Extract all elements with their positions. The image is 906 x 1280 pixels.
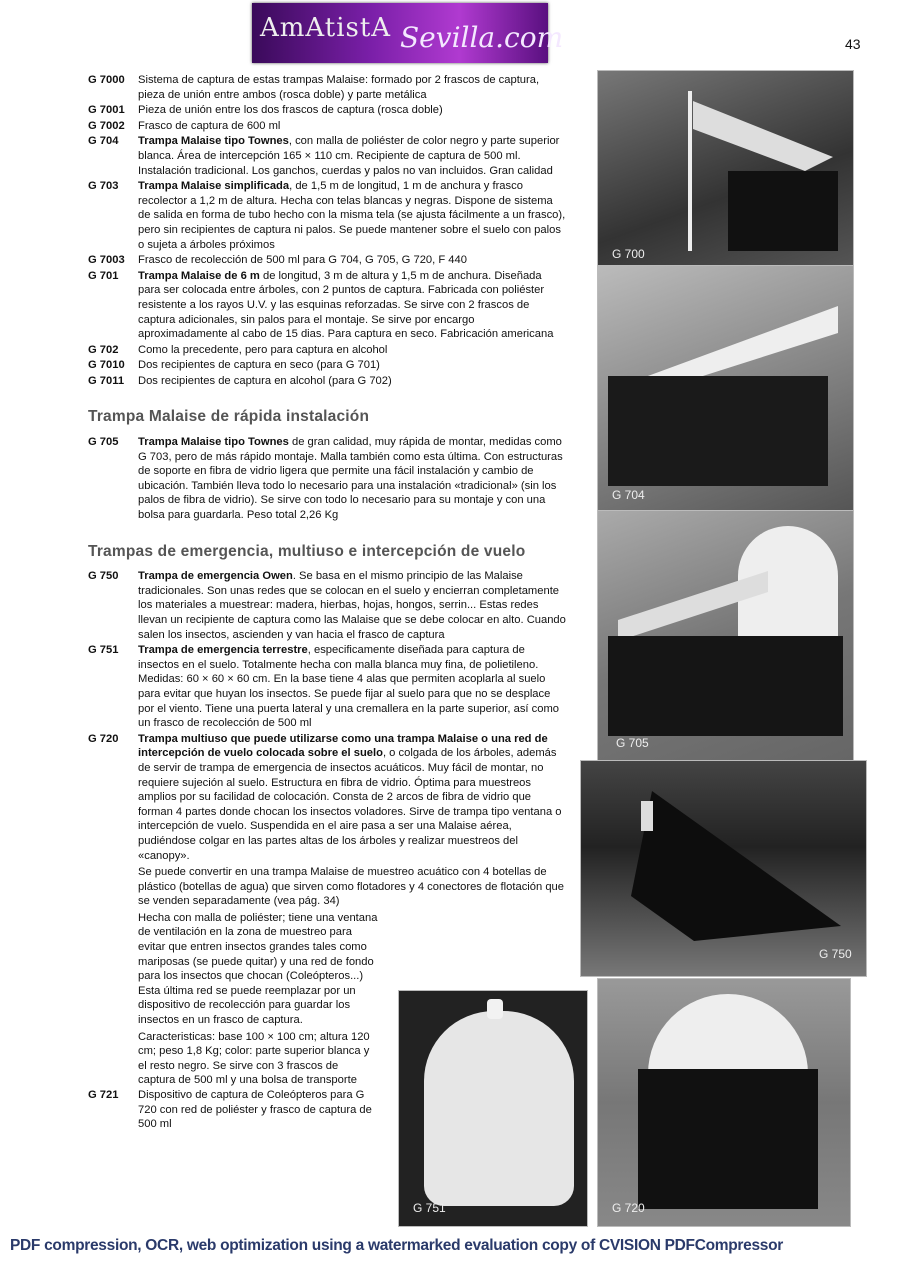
product-item [88, 374, 566, 389]
section-heading-rapid: Trampa Malaise de rápida instalación [88, 408, 370, 426]
product-details: , con malla de poliéster de color negro y parte superior blanca. Área de intercepción 165 × 110 cm. Recipiente de captura de 500 ml. Instalación tradicional. Los ganchos, cuerdas y palos no van incluidos. Gran calidad [138, 135, 560, 177]
g720-paragraph: Caracteristicas: base 100 × 100 cm; altura 120 cm; peso 1,8 Kg; color: parte superior blanca y el resto negro. Se sirve con 3 frascos de captura de 500 ml y una bolsa de transporte [138, 1030, 370, 1087]
watermark-text: PDF compression, OCR, web optimization using a watermarked evaluation copy of CVISION PDFCompressor [10, 1237, 784, 1254]
product-item [88, 269, 566, 342]
product-item [88, 732, 566, 863]
product-item [88, 134, 566, 178]
product-item [88, 73, 566, 102]
product-details: , o colgada de los árboles, además de servir de trampa de emergencia de insectos acuáticos. Muy fácil de montar, no requiere sujeción al suelo. Estructura en fibra de vidrio. Óptima para muestreos amplios por su facilidad de colocación. Consta de 2 arcos de fibra de vidrio que forman 4 partes donde chocan los insectos voladores. Sirve de trampa tipo ventana o intercepción de vuelo. Suspendida en el aire pasa a ser una Malaise aérea, pudiéndose colgar en las partes altas de los árboles y realizar muestreos del «canopy». [138, 747, 562, 862]
product-description [138, 569, 566, 642]
page-number: 43 [845, 36, 861, 52]
product-details: Como la precedente, pero para captura en alcohol [138, 343, 388, 356]
product-code: G 7002 [88, 119, 125, 132]
photo-caption: G 704 [612, 488, 645, 502]
product-details: Dos recipientes de captura en alcohol (para G 702) [138, 374, 392, 387]
product-item [88, 343, 566, 358]
product-code: G 704 [88, 135, 119, 148]
photo-g750 [580, 760, 867, 977]
product-item [88, 103, 566, 118]
photo-g705 [597, 510, 854, 762]
product-description [138, 343, 566, 358]
product-item [88, 253, 566, 268]
photo-g704 [597, 265, 854, 512]
product-details: . Se basa en el mismo principio de las Malaise tradicionales. Son unas redes que se colocan en el suelo y encierran completamente los materiales a muestrear: madera, hierbas, hojas, hongos, serrin... Estas redes llevan un recipiente de captura como las Malaise que se debe colocar en alto. Cuando salen los insectos, ascienden y van hacia el frasco de captura [138, 570, 566, 641]
product-code: G 702 [88, 343, 119, 356]
product-code: G 750 [88, 570, 119, 583]
product-name: Trampa Malaise de 6 m [138, 269, 260, 282]
product-description [138, 73, 566, 102]
product-details: de longitud, 3 m de altura y 1,5 m de anchura. Diseñada para ser colocada entre árboles, con 2 puntos de captura. Fabricada con poliéster resistente a los rayos U.V. y las esquinas reforzadas. Se sirve con 2 frascos de captura adicionales, sin palos para el montaje. Se sirve por encargo aproximadamente al cabo de 15 dias. Para captura en seco. Fabricación americana [138, 269, 554, 341]
product-item [88, 435, 566, 523]
product-code: G 7011 [88, 374, 125, 387]
product-item [88, 119, 566, 134]
product-code: G 721 [88, 1089, 119, 1101]
photo-g700 [597, 70, 854, 267]
g720-paragraph: Se puede convertir en una trampa Malaise de muestreo acuático con 4 botellas de plástico (botellas de agua) que sirven como flotadores y 4 conectores de flotación que se venden separadamente (vea pág. 34) [138, 866, 564, 908]
product-description [138, 179, 566, 252]
product-code: G 720 [88, 732, 119, 745]
product-description [138, 119, 566, 134]
product-code: G 7000 [88, 74, 125, 86]
photo-caption: G 750 [819, 947, 852, 961]
product-details: , de 1,5 m de longitud, 1 m de anchura y frasco recolector a 1,2 m de altura. Hecha con telas blancas y negras. Dispone de sistema de salida en forma de tubo hecho con la misma tela (se ajusta fácilmente a un frasco), pero sin recipientes de captura ni palos. Se puede mantener sobre el suelo con palos o sujeta a árboles próximos [138, 180, 566, 251]
product-code: G 701 [88, 269, 119, 282]
photo-caption: G 705 [616, 736, 649, 750]
product-name: Trampa multiuso que puede utilizarse como una trampa Malaise o una red de intercepción de vuelo colocada sobre el suelo [138, 732, 548, 760]
photo-g751 [398, 990, 588, 1227]
product-code: G 7010 [88, 359, 125, 372]
amatista-sevilla-logo: AmAtistA Sevilla.com [252, 3, 548, 63]
product-code: G 7003 [88, 254, 125, 267]
product-item [88, 358, 566, 373]
product-description [138, 253, 566, 268]
product-item [88, 569, 566, 642]
product-description [138, 358, 566, 373]
product-name: Trampa de emergencia Owen [138, 570, 293, 583]
product-details: Sistema de captura de estas trampas Malaise: formado por 2 frascos de captura, pieza de unión entre ambos (rosca doble) y parte metálica [138, 74, 540, 101]
product-details: Pieza de unión entre los dos frascos de captura (rosca doble) [138, 104, 443, 117]
product-details: de gran calidad, muy rápida de montar, medidas como G 703, pero de más rápido montaje. Malla también como esta última. Con estructuras de soporte en fibra de vidrio ligera que permite una fácil instalación y cambio de ubicación. También lleva todo lo necesario para una instalación «tradicional» (sin los palos de fibra de vidrio). Se sirve con todo lo necesario para su montaje y con una bolsa para guardarla. Peso total 2,26 Kg [138, 436, 563, 522]
product-code: G 7001 [88, 104, 125, 117]
product-description [138, 269, 566, 342]
product-code: G 705 [88, 436, 119, 449]
product-description [138, 103, 566, 118]
product-description: Dispositivo de captura de Coleópteros para G 720 con red de poliéster y frasco de captura de 500 ml [138, 1089, 372, 1131]
product-details: Dos recipientes de captura en seco (para G 701) [138, 359, 380, 372]
product-name: Trampa Malaise tipo Townes [138, 135, 289, 148]
product-item [88, 179, 566, 252]
product-item [88, 643, 566, 731]
product-name: Trampa Malaise tipo Townes [138, 436, 289, 449]
product-description [138, 435, 566, 523]
photo-caption: G 720 [612, 1201, 645, 1215]
product-description [138, 134, 566, 178]
text-column [88, 73, 566, 1133]
product-details: , especificamente diseñada para captura de insectos en el suelo. Totalmente hecha con malla blanca muy fina, de polietileno. Medidas: 60 × 60 × 60 cm. En la base tiene 4 alas que permiten acoplarla al suelo para evitar que huyan los insectos. Se puede fijar al suelo para que no se desplace por el viento. Tiene una puerta lateral y una cremallera en la parte superior, así como un frasco de recolección de 500 ml [138, 644, 560, 730]
product-description [138, 732, 566, 863]
product-details: Frasco de captura de 600 ml [138, 119, 281, 132]
product-name: Trampa de emergencia terrestre [138, 644, 308, 657]
product-description [138, 643, 566, 731]
product-description [138, 374, 566, 389]
g720-paragraph: Hecha con malla de poliéster; tiene una ventana de ventilación en la zona de muestreo para evitar que entren insectos grandes tales como mariposas (se puede quitar) y una red de fondo para los insectos que chocan (Coleópteros...) Esta última red se puede reemplazar por un dispositivo de recolección para guardar los insectos en un frasco de captura. [138, 911, 378, 1027]
photo-caption: G 700 [612, 247, 645, 261]
product-name: Trampa Malaise simplificada [138, 180, 290, 193]
section-heading-emergency: Trampas de emergencia, multiuso e intercepción de vuelo [88, 542, 526, 560]
photo-g720 [597, 978, 851, 1227]
product-code: G 703 [88, 180, 119, 193]
product-details: Frasco de recolección de 500 ml para G 704, G 705, G 720, F 440 [138, 254, 467, 267]
product-code: G 751 [88, 644, 119, 657]
photo-caption: G 751 [413, 1201, 446, 1215]
